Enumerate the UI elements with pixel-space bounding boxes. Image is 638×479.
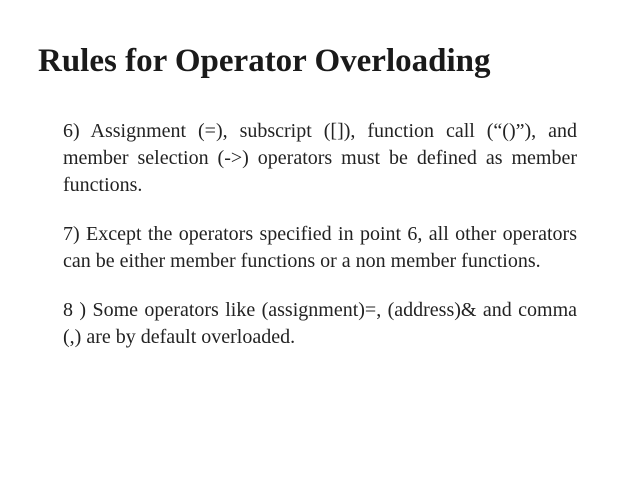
rules-list bbox=[63, 118, 577, 373]
slide-title: Rules for Operator Overloading bbox=[38, 43, 491, 79]
rule-point-7: 7) Except the operators specified in point 6, all other operators can be either member functions or a non member functions. bbox=[63, 223, 577, 272]
rule-point-8: 8 ) Some operators like (assignment)=, (address)& and comma (,) are by default overloaded. bbox=[63, 299, 577, 348]
rule-point-6: 6) Assignment (=), subscript ([]), function call (“()”), and member selection (->) operators must be defined as member functions. bbox=[63, 120, 577, 196]
